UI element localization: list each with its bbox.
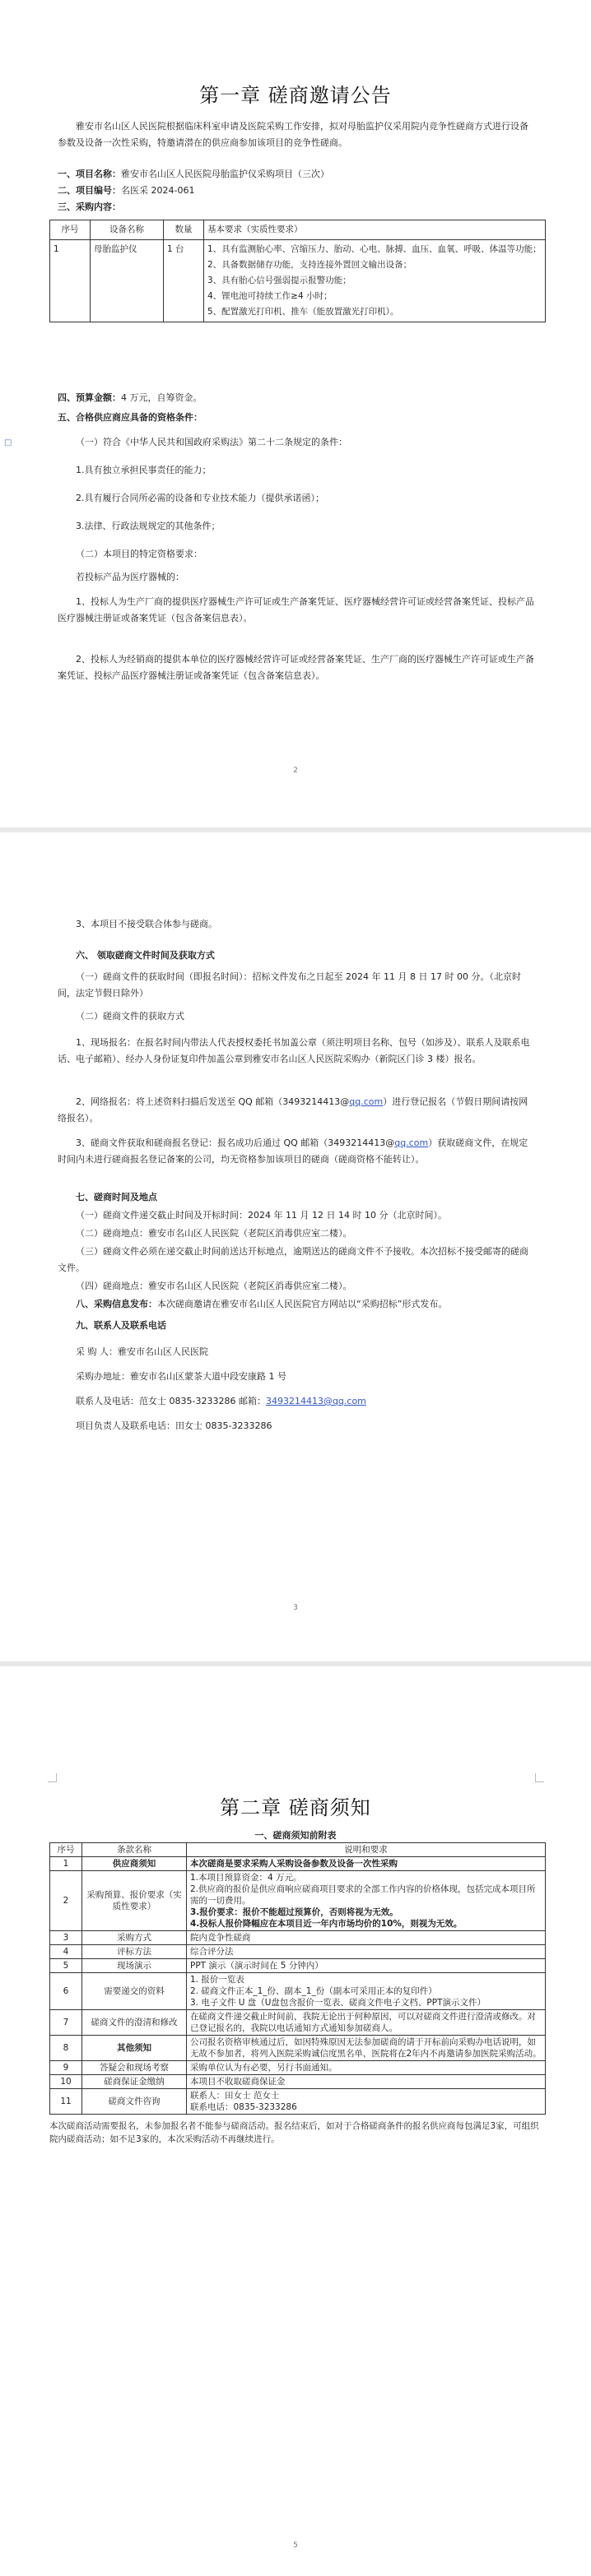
row-number: 10: [50, 2075, 82, 2089]
section-6-time: （一）磋商文件的获取时间（即报名时间）：招标文件发布之日起至 2024 年 11 月 8 日 17 时 00 分。（北京时间，法定节假日除外）: [58, 971, 521, 998]
table-header-row: [50, 1843, 546, 1857]
clause-name: 采购预算、报价要求（实质性要求）: [82, 1871, 187, 1931]
clause-name: 评标方法: [82, 1945, 187, 1959]
description-line: 1.本项目预算资金：4 万元。: [190, 1873, 302, 1883]
purchaser-line: 采 购 人：雅安市名山区人民医院: [76, 1346, 208, 1357]
instructions-table: [49, 1842, 546, 2115]
table-header: 基本要求（实质性要求）: [204, 220, 546, 240]
clause-description: 院内竞争性磋商: [187, 1931, 546, 1945]
table-subtitle: 一、磋商须知前附表: [254, 1830, 337, 1841]
page-number: 5: [293, 2541, 298, 2550]
procurement-content-heading: 三、采购内容：: [58, 202, 121, 212]
row-number: 6: [50, 1973, 82, 2010]
project-name-label: 一、项目名称：: [58, 169, 121, 179]
row-number: 5: [50, 1959, 82, 1973]
description-line: 2.供应商的报价是供应商响应磋商项目要求的全部工作内容的价格体现，包括完成本项目所需的一切费用。: [190, 1884, 536, 1906]
qualification-sub1: （一）符合《中华人民共和国政府采购法》第二十二条规定的条件：: [76, 437, 347, 447]
project-code-label: 二、项目编号：: [58, 185, 121, 196]
table-row: [50, 1959, 546, 1973]
table-row: [50, 2010, 546, 2036]
section-7-location-2: （四）磋商地点：雅安市名山区人民医院（老院区消毒供应室二楼）。: [76, 1281, 352, 1291]
email-link[interactable]: qq.com: [394, 1137, 429, 1148]
document-page-2: [0, 832, 591, 1661]
clause-description: PPT 演示（演示时间在 5 分钟内）: [187, 1959, 546, 1973]
contact-email-link[interactable]: 3493214413@qq.com: [265, 1396, 366, 1406]
registration-note: 本次磋商活动需要报名，未参加报名者不能参与磋商活动。报名结束后，如对于合格磋商条件的报名供应商每包满足3家，可组织院内磋商活动；如不足3家的，本次采购活动不再继续进行。: [49, 2121, 539, 2144]
section-9-heading: 九、联系人及联系电话: [76, 1320, 166, 1331]
budget-line: [58, 390, 535, 406]
section-6-onsite: 1、现场报名：在报名时间内带法人代表授权委托书加盖公章（须注明项目名称、包号（如涉及）、联系人及联系电话、电子邮箱）、经办人身份证复印件加盖公章到雅安市名山区人民医院采购办（新院区门诊 3 楼）报名。: [58, 1037, 530, 1064]
table-cell-requirements: [204, 240, 546, 322]
budget-value: 4 万元，自筹资金。: [121, 392, 202, 403]
qualification-item: 1.具有独立承担民事责任的能力；: [76, 465, 212, 475]
clause-description: 在磋商文件递交截止时间前，我院无论出于何种原因，可以对磋商文件进行澄清或修改。对已登记报名的，我院以电话通知方式通知参加磋商人。: [187, 2010, 546, 2036]
clause-description: 综合评分法: [187, 1945, 546, 1959]
project-name-value: 雅安市名山区人民医院母胎监护仪采购项目（三次）: [121, 169, 329, 179]
table-header: 设备名称: [91, 220, 164, 240]
section-8-label: 八、采购信息发布：: [76, 1299, 157, 1309]
address-line: 采购办地址：雅安市名山区蒙茶大道中段安康路 1 号: [76, 1371, 286, 1382]
table-row: [50, 2075, 546, 2089]
clause-name: 磋商文件的澄清和修改: [82, 2010, 187, 2036]
requirement-item: 4、锂电池可持续工作≥4 小时；: [207, 291, 333, 301]
section-6-method-heading: （二）磋商文件的获取方式: [76, 1011, 184, 1022]
intro-paragraph: 雅安市名山区人民医院根据临床科室申请及医院采购工作安排，拟对母胎监护仪采用院内竞争性磋商方式进行设备参数及设备一次性采购，特邀请潜在的供应商参加该项目的竞争性磋商。: [58, 121, 528, 148]
clause-description: 公司报名资格审核通过后，如因特殊原因无法参加磋商的请于开标前向采购办电话说明，如无故不参加者，将列入医院采购诚信度黑名单，医院将在2年内不再邀请参加医院采购活动。: [187, 2036, 546, 2061]
clause-name: 现场演示: [82, 1959, 187, 1973]
qualification-paragraph: 1、投标人为生产厂商的提供医疗器械生产许可证或生产备案凭证、医疗器械经营许可证或经营备案凭证、投标产品医疗器械注册证或备案凭证（包含备案信息表）。: [58, 596, 534, 623]
clause-description: 本项目不收取磋商保证金: [187, 2075, 546, 2089]
table-header: 条款名称: [82, 1843, 187, 1857]
description-line: 联系人：田女士 范女士: [190, 2091, 280, 2101]
qualification-sub2-note: 若投标产品为医疗器械的：: [76, 572, 184, 582]
contact-text: 联系人及电话：范女士 0835-3233286 邮箱：: [76, 1396, 266, 1406]
online-text-pre: 2、网络报名：将上述资料扫描后发送至 QQ 邮箱（3493214413@: [76, 1096, 350, 1107]
document-page-1: [0, 0, 591, 827]
description-line: 1. 报价一览表: [190, 1975, 244, 1985]
comment-marker-icon[interactable]: □: [4, 438, 12, 447]
clause-name: 磋商保证金缴纳: [82, 2075, 187, 2089]
page-number: 3: [293, 1604, 298, 1612]
registration-text-post: ）获取磋商文件，在规定时间内未进行磋商报名登记备案的公司，均无资格参加该项目的磋商（磋商资格不能转让）。: [58, 1137, 528, 1165]
clause-name: 磋商文件咨询: [82, 2089, 187, 2115]
clause-name: 供应商须知: [82, 1857, 187, 1871]
table-row: [50, 1931, 546, 1945]
description-line: 联系电话：0835-3233286: [190, 2102, 297, 2112]
table-row: [50, 2061, 546, 2075]
table-header: 数量: [164, 220, 204, 240]
table-header: 说明和要求: [187, 1843, 546, 1857]
clause-description: [187, 2089, 546, 2115]
table-row: [50, 1945, 546, 1959]
qualification-sub2: （二）本项目的特定资格要求：: [76, 549, 202, 559]
table-header: 序号: [50, 220, 91, 240]
table-row: [50, 240, 546, 322]
clause-description: [187, 1973, 546, 2010]
project-lead-line: 项目负责人及联系电话：田女士 0835-3233286: [76, 1420, 272, 1431]
table-cell-name: 母胎监护仪: [91, 240, 164, 322]
clause-name: 采购方式: [82, 1931, 187, 1945]
section-8-value: 本次磋商邀请在雅安市名山区人民医院官方网站以“采购招标”形式发布。: [157, 1299, 448, 1309]
table-row: [50, 1973, 546, 2010]
contact-line: [58, 1393, 535, 1410]
procurement-table: [49, 220, 546, 322]
description-line: 3.报价要求：报价不能超过预算价，否则将视为无效。: [190, 1907, 398, 1917]
row-number: 1: [50, 1857, 82, 1871]
email-link[interactable]: qq.com: [349, 1096, 384, 1107]
clause-description: 采购单位认为有必要，另行书面通知。: [187, 2061, 546, 2075]
requirement-item: 2、具备数据储存功能，支持连接外置回文输出设备；: [207, 260, 412, 270]
row-number: 3: [50, 1931, 82, 1945]
consortium-line: 3、本项目不接受联合体参与磋商。: [76, 919, 217, 929]
row-number: 2: [50, 1871, 82, 1931]
clause-description: [187, 1871, 546, 1931]
budget-label: 四、预算金额：: [58, 392, 121, 403]
clause-description: 本次磋商是要求采购人采购设备参数及设备一次性采购: [187, 1857, 546, 1871]
qualification-item: 2.具有履行合同所必需的设备和专业技术能力（提供承诺函）；: [76, 493, 324, 503]
table-row: [50, 2036, 546, 2061]
row-number: 9: [50, 2061, 82, 2075]
requirement-item: 5、配置激光打印机、推车（能放置激光打印机）。: [207, 307, 399, 317]
project-code-line: [58, 183, 535, 199]
row-number: 4: [50, 1945, 82, 1959]
requirement-item: 3、具有胎心信号强弱提示报警功能；: [207, 276, 351, 285]
online-text-post: ）进行登记报名（节假日期间请按网络报名）。: [58, 1096, 528, 1124]
section-7-deadline: （一）磋商文件递交截止时间及开标时间：2024 年 11 月 12 日 14 时 10 分（北京时间）。: [76, 1210, 447, 1221]
row-number: 11: [50, 2089, 82, 2115]
table-header-row: [50, 220, 546, 240]
section-7-delivery: （三）磋商文件必须在递交截止时间前送达开标地点，逾期送达的磋商文件不予接收。本次招标不接受邮寄的磋商文件。: [58, 1246, 528, 1273]
description-line: 2. 磋商文件正本_1_份、副本_1_份（副本可采用正本的复印件）: [190, 1986, 437, 1996]
section-6-online: [58, 1094, 535, 1127]
section-7-heading: 七、磋商时间及地点: [76, 1192, 157, 1202]
section-6-heading: 六、 领取磋商文件时间及获取方式: [76, 950, 215, 961]
section-6-registration: [58, 1135, 535, 1168]
crop-mark: [48, 1773, 57, 1782]
clause-name: 答疑会和现场考察: [82, 2061, 187, 2075]
crop-mark: [535, 1773, 544, 1782]
table-cell-no: 1: [50, 240, 91, 322]
clause-name: 其他须知: [82, 2036, 187, 2061]
qualification-paragraph: 2、投标人为经销商的提供本单位的医疗器械经营许可证或经营备案凭证、生产厂商的医疗器械生产许可证或生产备案凭证、投标产品医疗器械注册证或备案凭证（包含备案信息表）。: [58, 654, 534, 681]
project-name-line: [58, 166, 535, 183]
section-8-line: [58, 1296, 535, 1313]
qualification-item: 3.法律、行政法规规定的其他条件；: [76, 521, 221, 531]
chapter-title: 第二章 磋商须知: [220, 1796, 371, 1819]
section-7-location: （二）磋商地点：雅安市名山区人民医院（老院区消毒供应室二楼）。: [76, 1228, 352, 1239]
row-number: 7: [50, 2010, 82, 2036]
clause-name: 需要递交的资料: [82, 1973, 187, 2010]
table-row: [50, 2089, 546, 2115]
description-line: 3. 电子文件 U 盘（U盘包含报价一览表、磋商文件电子文档、PPT演示文件）: [190, 1998, 486, 2008]
requirement-item: 1、具有监测胎心率、宫缩压力、胎动、心电、脉搏、血压、血氧、呼吸、体温等功能；: [207, 244, 542, 254]
row-number: 8: [50, 2036, 82, 2061]
description-line: 4.投标人报价降幅应在本项目近一年内市场均价的10%，则视为无效。: [190, 1919, 463, 1929]
registration-text-pre: 3、磋商文件获取和磋商报名登记：报名成功后通过 QQ 邮箱（3493214413@: [76, 1137, 395, 1148]
table-header: 序号: [50, 1843, 82, 1857]
project-code-value: 名医采 2024-061: [121, 185, 195, 196]
table-cell-qty: 1 台: [164, 240, 204, 322]
table-row: [50, 1871, 546, 1931]
qualification-heading: 五、合格供应商应具备的资格条件：: [58, 412, 202, 423]
chapter-title: 第一章 磋商邀请公告: [199, 84, 392, 107]
table-row: [50, 1857, 546, 1871]
page-number: 2: [293, 767, 298, 775]
